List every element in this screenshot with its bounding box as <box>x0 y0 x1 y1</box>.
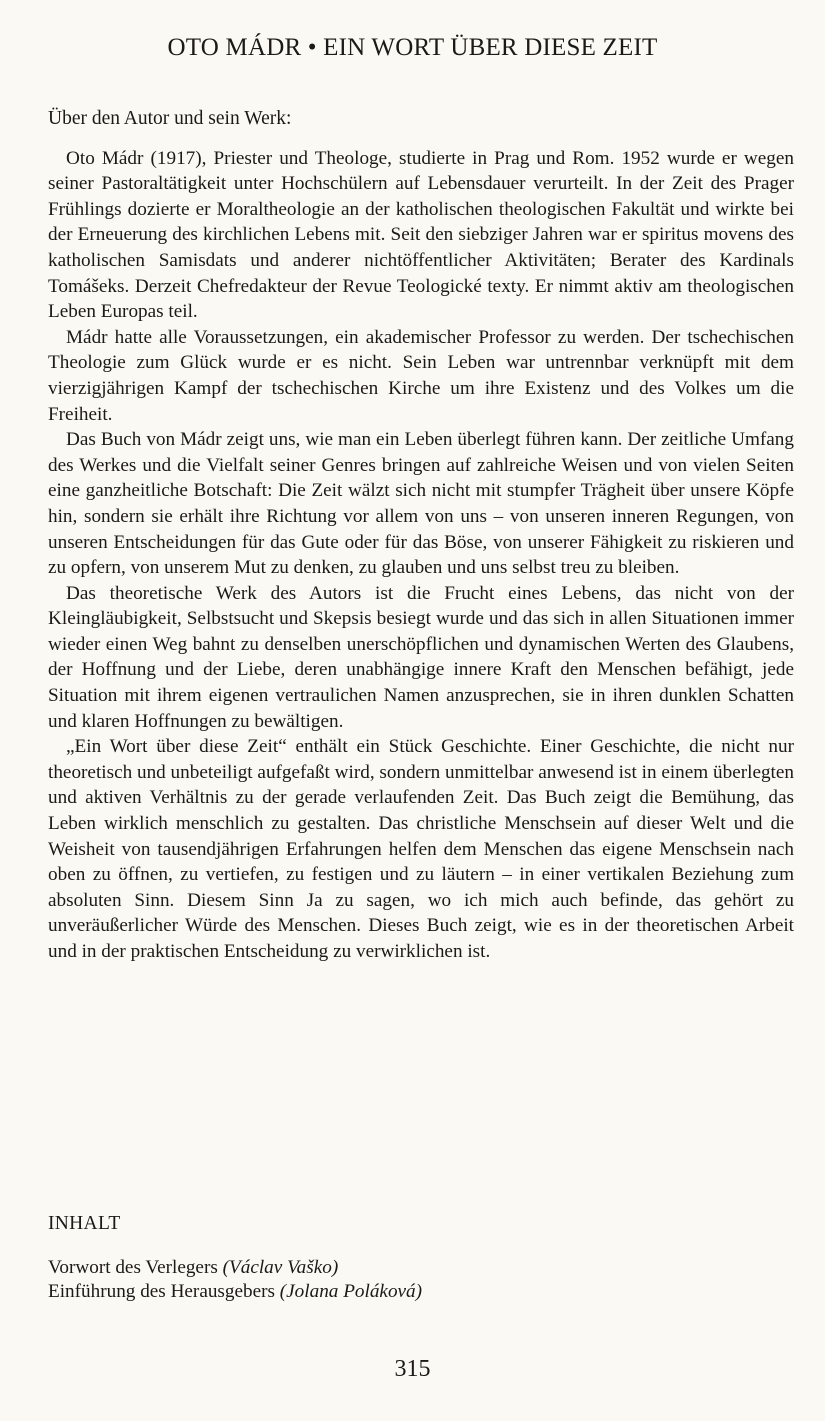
about-heading: Über den Autor und sein Werk: <box>48 108 292 129</box>
contents-entry <box>48 1280 422 1304</box>
contents-entry <box>48 1256 422 1280</box>
contents-entry-title: Einführung des Herausgebers <box>48 1281 275 1302</box>
about-paragraph-2: Mádr hatte alle Voraussetzungen, ein akademischer Professor zu werden. Der tschechischen Theologie zum Glück wurde er es nicht. Sein Leben war untrennbar verknüpft mit dem vierzigjährigen Kampf der tschechischen Kirche um ihre Existenz und des Volkes um die Freiheit. <box>48 326 794 425</box>
about-paragraph-3: Das Buch von Mádr zeigt uns, wie man ein Leben überlegt führen kann. Der zeitliche Umfang des Werkes und die Vielfalt seiner Genres bringen auf zahlreiche Weisen und von vielen Seiten eine ganzheitliche Botschaft: Die Zeit wälzt sich nicht mit stumpfer Trägheit über unsere Köpfe hin, sondern sie erhält ihre Richtung vor allem von uns – von unseren inneren Regungen, von unseren Entscheidungen für das Gute oder für das Böse, von unserer Fähigkeit zu riskieren und zu opfern, von unserem Mut zu denken, zu glauben und uns selbst treu zu bleiben. <box>48 429 794 579</box>
contents-entry-author: (Václav Vaško) <box>222 1257 339 1278</box>
contents-entry-author: (Jolana Poláková) <box>279 1281 423 1302</box>
about-paragraph-1: Oto Mádr (1917), Priester und Theologe, studierte in Prag und Rom. 1952 wurde er wegen seiner Pastoraltätigkeit unter Hochschülern auf Lebensdauer verurteilt. In der Zeit des Prager Frühlings dozierte er Moraltheologie an der katholischen theologischen Fakultät und wirkte bei der Erneuerung des kirchlichen Lebens mit. Seit den siebziger Jahren war er spiritus movens des katholischen Samisdats und anderer nichtöffentlicher Aktivitäten; Berater des Kardinals Tomášeks. Derzeit Chefredakteur der Revue Teologické texty. Er nimmt aktiv am theologischen Leben Europas teil. <box>48 147 794 323</box>
contents-entry-title: Vorwort des Verlegers <box>48 1257 218 1278</box>
about-paragraph-5: „Ein Wort über diese Zeit“ enthält ein Stück Geschichte. Einer Geschichte, die nicht nur theoretisch und unbeteiligt aufgefaßt wird, sondern unmittelbar anwesend ist in einem überlegten und aktiven Verhältnis zu der gerade verlaufenden Zeit. Das Buch zeigt die Bemühung, das Leben wirklich menschlich zu gestalten. Das christliche Menschsein auf dieser Welt und die Weisheit von tausendjährigen Erfahrungen helfen dem Menschen das eigene Menschsein nach oben zu öffnen, zu vertiefen, zu festigen und zu läutern – in einer vertikalen Beziehung zum absoluten Sinn. Diesem Sinn Ja zu sagen, wo ich mich auch befinde, das gehört zu unveräußerlicher Würde des Menschen. Dieses Buch zeigt, wie es in der theoretischen Arbeit und in der praktischen Entscheidung zu verwirklichen ist. <box>48 736 794 962</box>
contents-list <box>48 1256 422 1304</box>
page-number: 315 <box>394 1356 431 1382</box>
about-section <box>48 106 794 965</box>
running-title: OTO MÁDR • EIN WORT ÜBER DIESE ZEIT <box>167 34 658 61</box>
about-paragraph-4: Das theoretische Werk des Autors ist die Frucht eines Lebens, das nicht von der Kleingläubigkeit, Selbstsucht und Skepsis besiegt wurde und das sich in allen Situationen immer wieder einen Weg bahnt zu denselben unerschöpflichen und dynamischen Werten des Glaubens, der Hoffnung und der Liebe, deren unabhängige innere Kraft den Menschen befähigt, jede Situation mit ihrem eigenen vertraulichen Namen anzusprechen, sie in ihren dunklen Schatten und klaren Hoffnungen zu bewältigen. <box>48 582 794 732</box>
contents-heading: INHALT <box>48 1213 121 1234</box>
